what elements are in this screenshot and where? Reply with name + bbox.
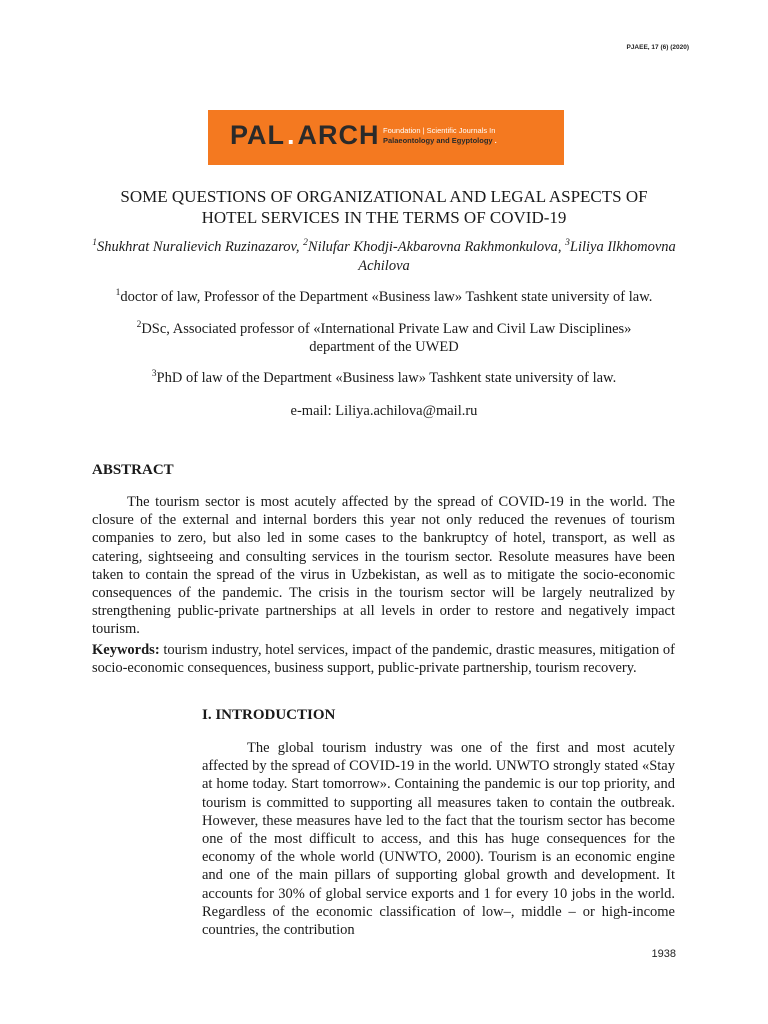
affiliation-3 <box>80 369 688 387</box>
affiliation-marker: 1 <box>115 288 121 299</box>
abstract-heading: ABSTRACT <box>92 462 174 478</box>
affiliation-marker: 3 <box>151 369 157 380</box>
author-marker: 3 <box>565 238 570 249</box>
author-name: Shukhrat Nuralievich Ruzinazarov, <box>96 239 304 255</box>
introduction-text: The global tourism industry was one of the first and most acutely affected by the spread of COVID-19 in the world. UNWTO strongly stated «Stay at home today. Start tomorrow». Containing the pandemic is our top priority, and tourism is committed to supporting all measures taken to contain the outbreak. However, these measures have led to the fact that the tourism sector has become one of the most difficult to access, and this has huge consequences for the economy of the whole world (UNWTO, 2000). Tourism is an economic engine and one of the main pillars of supporting global growth and development. It accounts for 30% of global service exports and 1 for every 10 jobs in the world. Regardless of the economic classification of low–, middle – or high-income countries, the contribution <box>202 740 675 939</box>
contact-email: e-mail: Liliya.achilova@mail.ru <box>290 403 478 419</box>
affiliation-text: PhD of law of the Department «Business law» Tashkent state university of law. <box>156 370 617 386</box>
tagline-line2: Palaeontology and Egyptology . <box>383 136 497 145</box>
author-marker: 2 <box>303 238 308 249</box>
journal-reference: PJAEE, 17 (6) (2020) <box>626 44 689 51</box>
tagline-line1: Foundation | Scientific Journals In <box>383 126 496 135</box>
keywords-text: tourism industry, hotel services, impact of the pandemic, drastic measures, mitigation of socio-economic consequences, business support, public-private partnership, tourism recovery. <box>92 642 675 677</box>
page-number: 1938 <box>651 948 676 960</box>
journal-logo-banner <box>208 110 564 165</box>
affiliation-text: doctor of law, Professor of the Department «Business law» Tashkent state university of law. <box>120 289 653 305</box>
author-list <box>80 238 688 276</box>
logo-tagline <box>383 126 497 146</box>
affiliation-1 <box>80 288 688 306</box>
author-name: Liliya Ilkhomovna Achilova <box>358 239 676 274</box>
keywords-label: Keywords: <box>92 642 160 658</box>
author-name: Nilufar Khodji-Akbarovna Rakhmonkulova, <box>307 239 566 255</box>
affiliation-text: DSc, Associated professor of «International Private Law and Civil Law Disciplines» department of the UWED <box>141 321 632 355</box>
abstract-text: The tourism sector is most acutely affected by the spread of COVID-19 in the world. The closure of the external and internal borders this year not only reduced the revenues of tourism companies to zero, but also led in some cases to the bankruptcy of hotel, transport, as well as catering, sightseeing and consulting services in the tourism sector. Resolute measures have been taken to contain the spread of the virus in Uzbekistan, as well as to mitigate the socio-economic consequences of the pandemic. The crisis in the tourism sector will be largely neutralized by strengthening public-private partnerships at all levels in order to restore and negatively impact tourism. <box>92 494 675 638</box>
introduction-heading: I. INTRODUCTION <box>202 707 336 723</box>
logo-dot: . <box>287 120 296 150</box>
title-line2: HOTEL SERVICES IN THE TERMS OF COVID-19 <box>201 208 567 227</box>
affiliation-2 <box>80 320 688 356</box>
logo-part1: PAL <box>230 120 285 150</box>
logo-part2: ARCH <box>297 120 380 150</box>
title-line1: SOME QUESTIONS OF ORGANIZATIONAL AND LEGAL ASPECTS OF <box>120 187 648 206</box>
author-marker: 1 <box>92 238 97 249</box>
paper-title <box>80 186 688 228</box>
affiliation-marker: 2 <box>136 320 142 331</box>
keywords <box>92 641 675 677</box>
logo-wordmark <box>230 120 380 151</box>
